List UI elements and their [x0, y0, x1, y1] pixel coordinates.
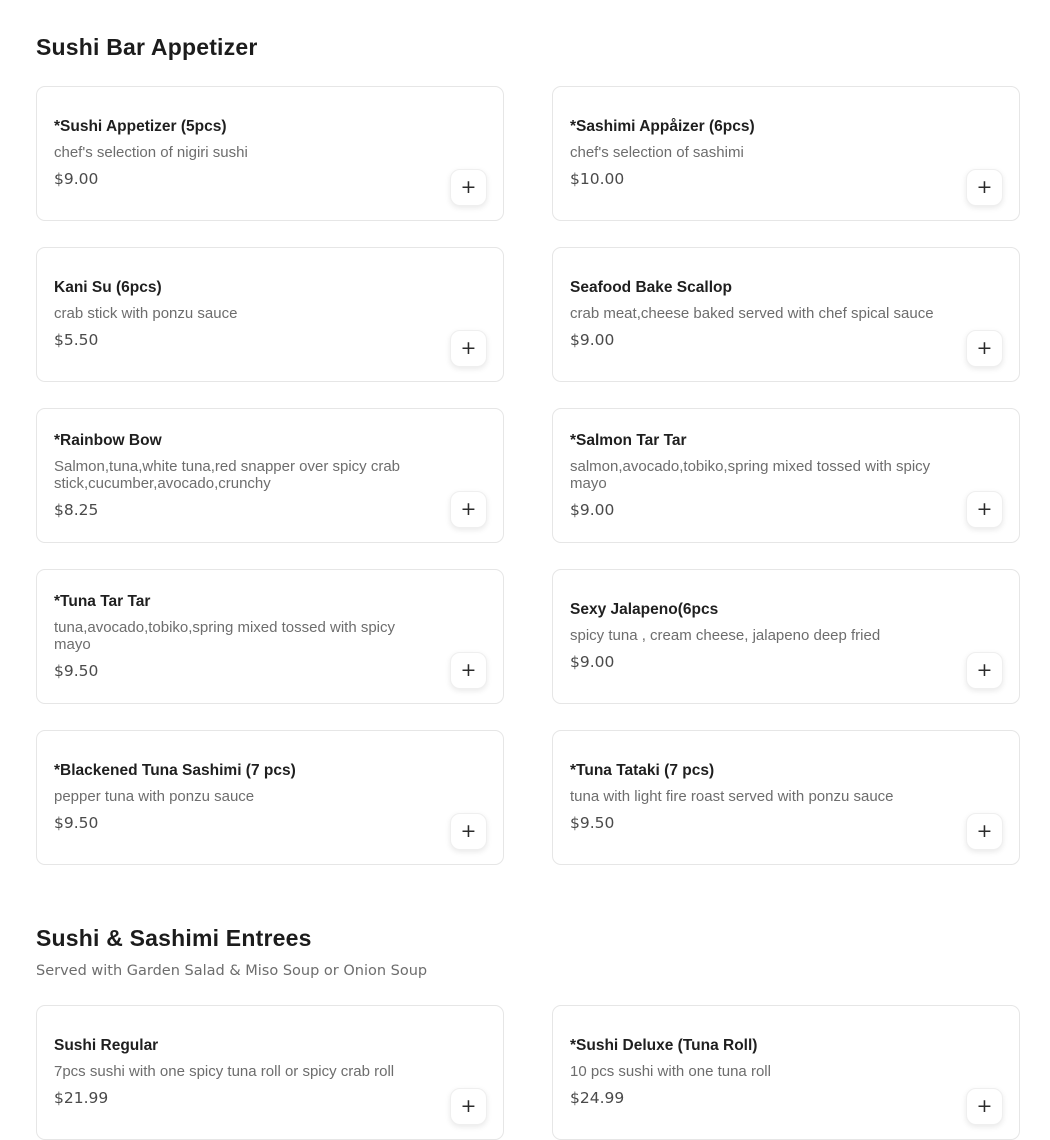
add-item-button[interactable]: [450, 330, 487, 367]
section-grid: [36, 86, 1020, 865]
menu-item-description: salmon,avocado,tobiko,spring mixed tossed with spicy mayo: [570, 457, 931, 492]
menu-item-description: 7pcs sushi with one spicy tuna roll or spicy crab roll: [54, 1063, 395, 1081]
menu-item-price: $9.50: [570, 813, 615, 832]
plus-icon: +: [976, 176, 993, 198]
menu-item-card[interactable]: [552, 408, 1020, 543]
menu-section: [36, 923, 1020, 1140]
menu-item-name: *Rainbow Bow: [54, 431, 162, 449]
add-item-button[interactable]: [966, 330, 1003, 367]
section-title: Sushi & Sashimi Entrees: [36, 925, 312, 951]
add-item-button[interactable]: [966, 169, 1003, 206]
menu-item-description: 10 pcs sushi with one tuna roll: [570, 1063, 771, 1081]
plus-icon: +: [460, 176, 477, 198]
menu-item-description: crab meat,cheese baked served with chef spical sauce: [570, 305, 934, 323]
menu-item-description: crab stick with ponzu sauce: [54, 305, 238, 323]
menu-item-price: $9.00: [570, 652, 615, 671]
menu-item-card[interactable]: [552, 730, 1020, 865]
menu-item-name: *Tuna Tar Tar: [54, 592, 151, 610]
menu-item-name: Sushi Regular: [54, 1037, 159, 1055]
menu-item-description: tuna,avocado,tobiko,spring mixed tossed with spicy mayo: [54, 618, 396, 653]
menu-item-description: chef's selection of nigiri sushi: [54, 144, 248, 162]
menu-item-name: *Tuna Tataki (7 pcs): [570, 762, 715, 780]
menu-item-card[interactable]: [36, 86, 504, 221]
menu-item-name: *Sashimi Appåizer (6pcs): [570, 118, 755, 136]
plus-icon: +: [976, 820, 993, 842]
menu-item-price: $9.50: [54, 661, 99, 680]
add-item-button[interactable]: [450, 169, 487, 206]
menu-item-name: *Salmon Tar Tar: [570, 431, 687, 449]
menu-item-name: *Sushi Deluxe (Tuna Roll): [570, 1037, 758, 1055]
section-grid: [36, 1005, 1020, 1140]
menu-item-price: $10.00: [570, 169, 625, 188]
menu-item-card[interactable]: [36, 730, 504, 865]
menu-item-price: $21.99: [54, 1088, 109, 1107]
plus-icon: +: [976, 337, 993, 359]
menu-section: [36, 32, 1020, 865]
menu-item-card[interactable]: [36, 408, 504, 543]
menu-item-price: $9.00: [570, 330, 615, 349]
menu-item-card[interactable]: [36, 1005, 504, 1140]
plus-icon: +: [460, 820, 477, 842]
menu-item-card[interactable]: [552, 86, 1020, 221]
menu-item-description: Salmon,tuna,white tuna,red snapper over spicy crab stick,cucumber,avocado,crunchy: [54, 457, 401, 492]
menu-item-card[interactable]: [36, 247, 504, 382]
menu-item-card[interactable]: [36, 569, 504, 704]
plus-icon: +: [460, 498, 477, 520]
menu-item-name: *Blackened Tuna Sashimi (7 pcs): [54, 762, 296, 780]
menu-item-card[interactable]: [552, 1005, 1020, 1140]
menu-item-description: chef's selection of sashimi: [570, 144, 744, 162]
menu-item-description: pepper tuna with ponzu sauce: [54, 788, 255, 806]
add-item-button[interactable]: [966, 813, 1003, 850]
menu-item-price: $9.00: [570, 500, 615, 519]
section-subtitle: Served with Garden Salad & Miso Soup or Onion Soup: [36, 963, 428, 979]
plus-icon: +: [460, 337, 477, 359]
menu-item-price: $9.50: [54, 813, 99, 832]
add-item-button[interactable]: [450, 813, 487, 850]
menu-item-price: $9.00: [54, 169, 99, 188]
menu-item-name: *Sushi Appetizer (5pcs): [54, 118, 227, 136]
plus-icon: +: [976, 659, 993, 681]
add-item-button[interactable]: [966, 491, 1003, 528]
add-item-button[interactable]: [450, 491, 487, 528]
add-item-button[interactable]: [450, 652, 487, 689]
menu-item-name: Kani Su (6pcs): [54, 279, 162, 297]
section-title: Sushi Bar Appetizer: [36, 34, 258, 60]
menu-item-name: Seafood Bake Scallop: [570, 279, 732, 297]
add-item-button[interactable]: [966, 1088, 1003, 1125]
menu-item-price: $8.25: [54, 500, 99, 519]
menu-item-price: $24.99: [570, 1088, 625, 1107]
menu-item-description: spicy tuna , cream cheese, jalapeno deep fried: [570, 627, 881, 645]
menu-item-card[interactable]: [552, 569, 1020, 704]
menu-item-description: tuna with light fire roast served with ponzu sauce: [570, 788, 894, 806]
plus-icon: +: [460, 659, 477, 681]
plus-icon: +: [976, 1095, 993, 1117]
add-item-button[interactable]: [966, 652, 1003, 689]
plus-icon: +: [460, 1095, 477, 1117]
add-item-button[interactable]: [450, 1088, 487, 1125]
menu-item-price: $5.50: [54, 330, 99, 349]
menu-item-name: Sexy Jalapeno(6pcs: [570, 601, 719, 619]
plus-icon: +: [976, 498, 993, 520]
menu-item-card[interactable]: [552, 247, 1020, 382]
